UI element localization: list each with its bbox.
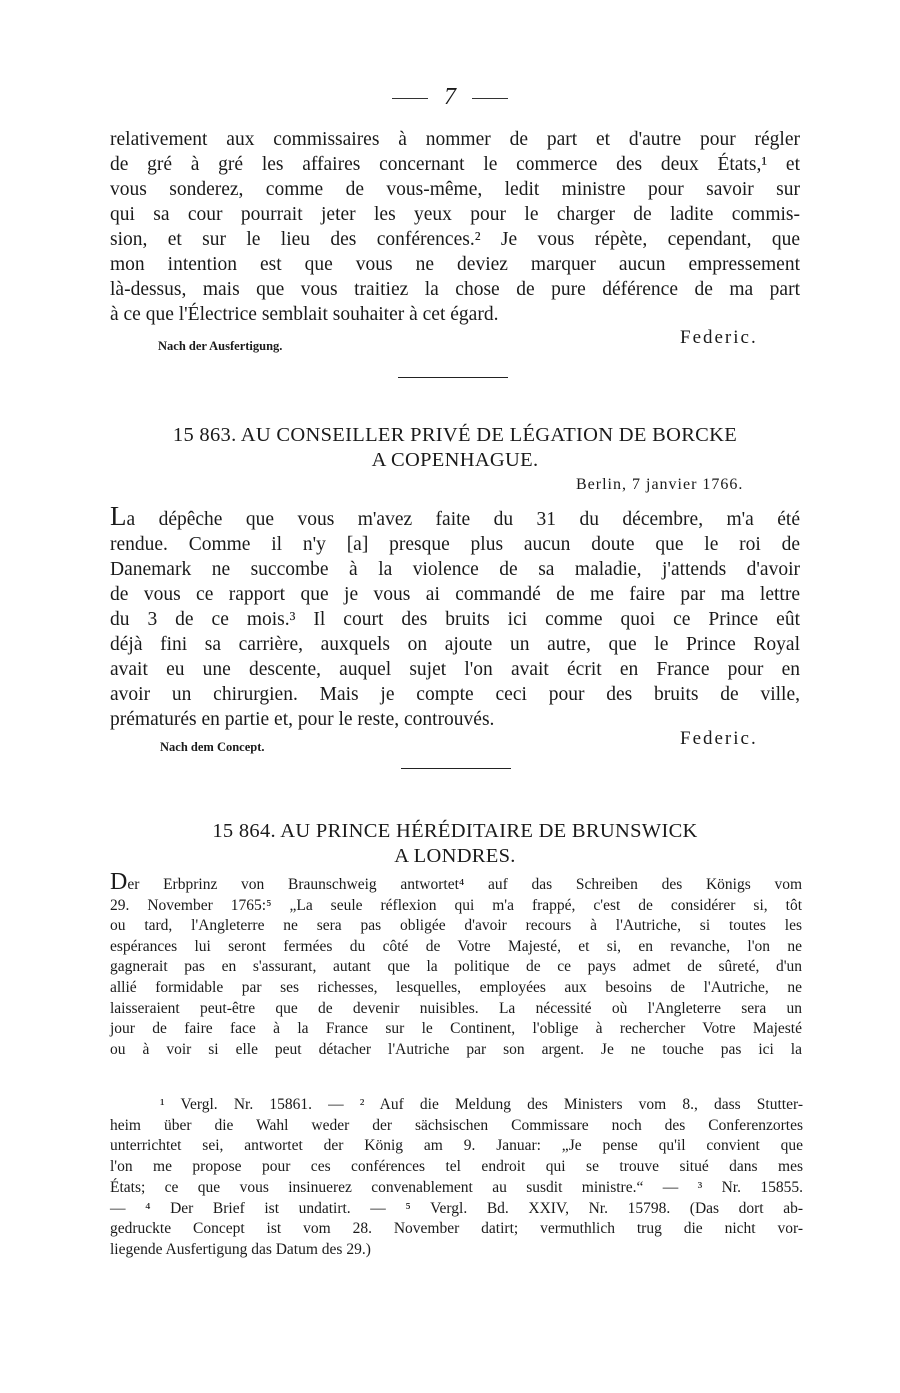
- text-line: là-dessus, mais que vous traitiez la chose de pure déférence de ma part: [110, 279, 800, 300]
- letter-15862-continuation: [110, 127, 800, 327]
- text-line: Danemark ne succombe à la violence de sa maladie, j'attends d'avoir: [110, 559, 800, 580]
- text-line: relativement aux commissaires à nommer de part et d'autre pour régler: [110, 129, 800, 150]
- footnotes: [110, 1095, 803, 1261]
- text-line: 29. November 1765:⁵ „La seule réflexion qui m'a frappé, c'est de considérer si, tôt: [110, 896, 802, 914]
- text-line: [110, 869, 802, 896]
- drop-cap: L: [110, 501, 127, 531]
- letter-heading: [110, 819, 800, 869]
- text-line: avoir un chirurgien. Mais je compte ceci pour des bruits de ville,: [110, 684, 800, 705]
- signature: Federic.: [680, 327, 758, 348]
- section-divider: [401, 768, 511, 769]
- heading-line: A COPENHAGUE.: [371, 449, 539, 471]
- header-dash-right: [472, 98, 508, 99]
- text-line: sion, et sur le lieu des conférences.² Je vous répète, cependant, que: [110, 229, 800, 250]
- text-line-rest: a dépêche que vous m'avez faite du 31 du décembre, m'a été: [126, 509, 800, 530]
- letter-15864-body: [110, 869, 802, 1060]
- footnote-line: unterrichtet sei, antwortet der König am 9. Januar: „Je pense qu'il convient que: [110, 1137, 803, 1155]
- text-line: mon intention est que vous ne deviez marquer aucun empressement: [110, 254, 800, 275]
- heading-line: 15 864. AU PRINCE HÉRÉDITAIRE DE BRUNSWICK: [212, 820, 698, 842]
- letter-heading: [110, 423, 800, 473]
- signature: Federic.: [680, 728, 758, 749]
- footnote-line: États; ce que vous insinuerez convenablement au susdit ministre.“ — ³ Nr. 15855.: [110, 1178, 803, 1196]
- text-line: de vous ce rapport que je vous ai commandé de me faire par ma lettre: [110, 584, 800, 605]
- text-line: de gré à gré les affaires concernant le commerce des deux États,¹ et: [110, 154, 800, 175]
- source-note: Nach dem Concept.: [160, 740, 265, 754]
- text-line: espérances lui seront fermées du côté de Votre Majesté, et si, en revanche, l'on ne: [110, 937, 802, 955]
- page-header: [0, 84, 900, 111]
- text-line: allié formidable par ses richesses, lesquelles, employées aux besoins de l'Autriche, ne: [110, 978, 802, 996]
- text-line: ou à voir si elle peut détacher l'Autriche par son argent. Je ne touche pas ici la: [110, 1040, 802, 1058]
- text-line: ou tard, l'Angleterre ne sera pas obligée d'avoir recours à l'Autriche, si toutes les: [110, 917, 802, 935]
- text-line-rest: er Erbprinz von Braunschweig antwortet⁴ auf das Schreiben des Königs vom: [127, 876, 802, 893]
- text-line: prématurés en partie et, pour le reste, controuvés.: [110, 709, 495, 730]
- text-line: à ce que l'Électrice semblait souhaiter à cet égard.: [110, 304, 499, 325]
- letter-15863-body: [110, 501, 800, 732]
- header-dash-left: [392, 98, 428, 99]
- text-line: vous sonderez, comme de vous-même, ledit ministre pour savoir sur: [110, 179, 800, 200]
- text-line: gagnerait pas en s'assurant, autant que la politique de ce pays admet de sûreté, d'un: [110, 958, 802, 976]
- text-line: rendue. Comme il n'y [a] presque plus aucun doute que le roi de: [110, 534, 800, 555]
- text-line: laisseraient peut-être que de devenir nuisibles. La nécessité où l'Angleterre sera un: [110, 999, 802, 1017]
- text-line: avait eu une descente, auquel sujet l'on avait écrit en France pour en: [110, 659, 800, 680]
- dateline: Berlin, 7 janvier 1766.: [576, 476, 744, 493]
- text-line: jour de faire face à la France sur le Continent, l'oblige à rechercher Votre Majesté: [110, 1020, 802, 1038]
- footnote-line: liegende Ausfertigung das Datum des 29.): [110, 1240, 371, 1258]
- footnote-line: — ⁴ Der Brief ist undatirt. — ⁵ Vergl. Bd. XXIV, Nr. 15798. (Das dort ab-: [110, 1199, 803, 1217]
- text-line: [110, 501, 800, 532]
- heading-line: A LONDRES.: [394, 845, 516, 867]
- footnote-line: heim über die Wahl weder der sächsischen Commissare noch des Conferenzortes: [110, 1116, 803, 1134]
- section-divider: [398, 377, 508, 378]
- source-note: Nach der Ausfertigung.: [158, 339, 283, 353]
- drop-cap: D: [110, 869, 128, 895]
- heading-line: 15 863. AU CONSEILLER PRIVÉ DE LÉGATION DE BORCKE: [172, 424, 738, 446]
- footnote-line: l'on me propose pour ces conférences tel endroit qui se trouve situé dans mes: [110, 1158, 803, 1176]
- page-number: 7: [444, 84, 456, 110]
- text-line: du 3 de ce mois.³ Il court des bruits ici comme quoi ce Prince eût: [110, 609, 800, 630]
- footnote-line: gedruckte Concept ist vom 28. November datirt; vermuthlich trug die nicht vor-: [110, 1220, 803, 1238]
- text-line: déjà fini sa carrière, auxquels on ajoute un autre, que le Prince Royal: [110, 634, 800, 655]
- footnote-line: ¹ Vergl. Nr. 15861. — ² Auf die Meldung des Ministers vom 8., dass Stutter-: [160, 1096, 803, 1113]
- text-line: qui sa cour pourrait jeter les yeux pour le charger de ladite commis-: [110, 204, 800, 225]
